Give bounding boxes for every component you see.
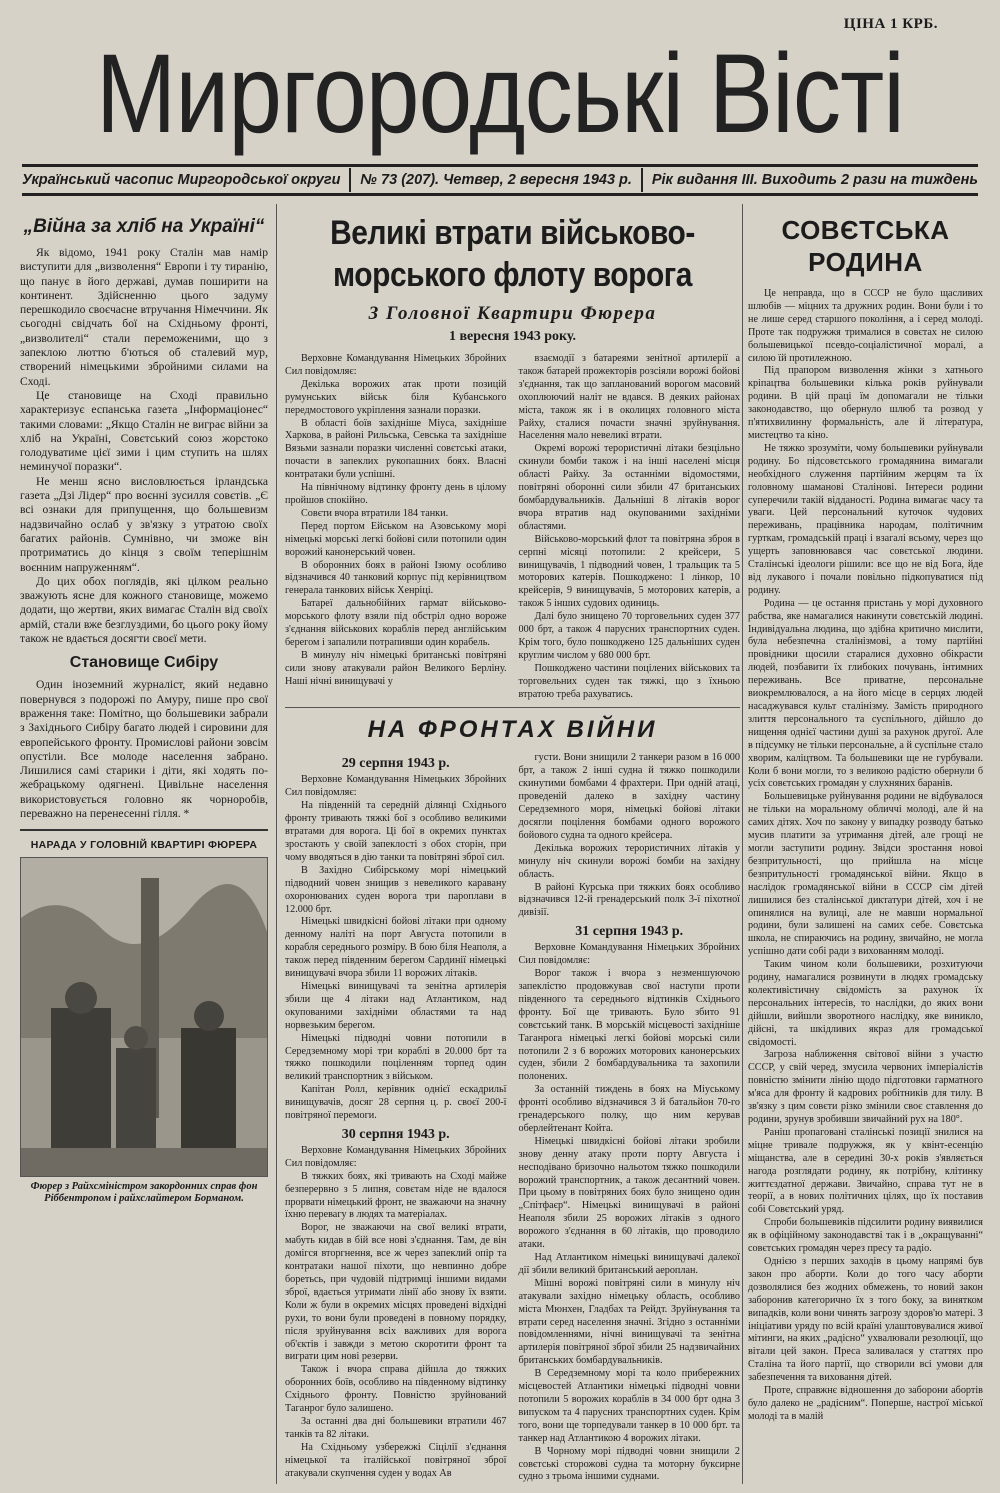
paragraph: В тяжких боях, які тривають на Сході майже безперервно з 5 липня, совєтам ніде не вдалося прорвати німецький фронт, не зважаючи на значну їхню перевагу в людях та матеріалах. — [285, 1170, 507, 1221]
paragraph: Верховне Командування Німецьких Збройних Сил повідомляє: — [285, 774, 507, 799]
paragraph: Верховне Командування Німецьких Збройних Сил повідомляє: — [285, 1144, 507, 1169]
report-date: 30 серпня 1943 р. — [341, 1126, 450, 1142]
paragraph: Капітан Ролл, керівник однієї ескадрильї винищувачів, досяг 28 серпня ц. р. своєї 200-ї повітряної перемоги. — [285, 1084, 507, 1122]
divider — [641, 168, 643, 192]
paragraph: Перед портом Ейськом на Азовському морі німецькі морські легкі бойові сили потопили один ворожий канонерський човен. — [285, 520, 507, 558]
paragraph: Большевицьке руйнування родини не відбувалося не тільки на моральному обличчі молоді, але й на самих дітях. Хоч по закону у випадку розводу батько мусив платити за утримання дітей, але грощі не могли заступити родину. Звідси зростання новоі безпритульності, що прийшла на місце безпритульності громадянської війни. Якщо в наслідок громадянської війни в СССР сім дітей лишилися без сталінської диктатури дітей, хоч і не опинялися на вулиці, але не мавши нормальної родини, були залишені на самих себе. Совєтська школа, не спираючись на родину, звичайно, не могла успішно дати собі ради з вихованням молоді. — [748, 791, 983, 958]
subhead-date: 1 вересня 1943 року. — [448, 329, 577, 344]
column-divider — [276, 204, 277, 1484]
paragraph: В області боїв західніше Міуса, західніше Харкова, в районі Рильська, Севська та західніше Вязьми зазнали поразки численні совєтські атаки, почасти в запеклих рукопашних боях. Власні контратаки були успішні. — [285, 417, 507, 481]
publication-year: Рік видання III. Виходить 2 рази на тиждень — [651, 172, 978, 188]
photo-caption: Фюрер з Райхсміністром закордонних справ фон Ріббентропом і райхслайтером Борманом. — [30, 1181, 258, 1205]
report-date: 31 серпня 1943 р. — [575, 924, 684, 940]
paragraph: В Західно Сибірському морі німецький підводний човен знищив з невеликого каравану охоронюваних суден ворога три пароплави в 12.000 брт. — [285, 864, 507, 915]
paragraph: Совєти вчора втратили 184 танки. — [301, 507, 449, 519]
fronts-section-title: НА ФРОНТАХ ВІЙНИ — [367, 716, 658, 744]
paragraph: В Чорному морі підводні човни знищили 2 совєтські сторожові судна та моторну буксирне судно з трьома іншими суднами. — [518, 1445, 740, 1483]
column-divider — [742, 204, 743, 1484]
paragraph: Спроби большевиків підсилити родину виявилися як в офіційному законодавстві так і в „окращуванні“ совєтських громадян через пресу та радіо. — [748, 1217, 983, 1255]
left-column — [20, 202, 268, 1205]
paragraph: Батареї дальнобійних гармат військово-морського флоту взяли під обстріл одно вороже з'єднання військових кораблів перед англійським берегом і запалили потрапивши один корабель. — [285, 598, 507, 648]
paragraph: Німецькі підводні човни потопили в Середземному морі три кораблі в 20.000 брт та тяжко пошкодили поціленням торпед один великий транспортник з військом. — [285, 1032, 507, 1083]
paragraph: Раніш пропаговані сталінські позиції знилися на міцне тривале подружжя, як у квінт-есенцію міщанства, але в середині 30-х років з'являється нагода розглядати родину, як потрібну, клітинку життєздатної держави. Звичайно, справа тут не в теорії, а в нових політичних цілях, що їх поставив собі Совєтський уряд. — [748, 1126, 983, 1216]
report-date: 29 серпня 1943 р. — [341, 756, 450, 772]
middle-column — [285, 202, 740, 1484]
paragraph: Також і вчора справа дійшла до тяжких оборонних боїв, особливо на південному відтинку Східнього фронту. Повністю зруйнований Таганрог було залишено. — [285, 1364, 507, 1415]
paragraph: В районі Курська при тяжких боях особливо відзначився 12-й гренадерський полк 3-ї піхотної дивізії. — [518, 881, 740, 919]
paragraph: Декілька ворожих атак проти позицій румунських військ біля Кубанського передмостового укріплення зазнали поразки. — [285, 378, 507, 416]
paragraph: Загроза наближення світової війни з участю СССР, у свій черед, змусила червоних імперіалістів повністю змінити лінію щодо підготовки гарматного м'яса для фронту й кадрових робітників для тилу. В зв'язку з цим совєти різко змінили своє ставлення до родини, зрунув зробивши звичайний рух на 180°. — [748, 1049, 983, 1125]
article-siberia-body — [20, 678, 268, 821]
newspaper-subtitle: Український часопис Миргородської округи — [22, 172, 341, 188]
photograph — [20, 857, 268, 1177]
divider — [349, 168, 351, 192]
fronts-col1 — [285, 752, 507, 1484]
paragraph: взаємодії з батареями зенітної артилерії а також батарей прожекторів розсіяли ворожі бойові з'єднання, так що запланований ворогом масовий охоплюючий наліт не вдався. В деяких районах міста, також як і в околицях головного міста Райху, сталися почасти значні зруйнування. Населення мало невеликі втрати. — [518, 353, 740, 442]
headquarters-subhead: З Головної Квартири Фюрера — [368, 303, 657, 324]
main-article-col2 — [519, 353, 741, 701]
paragraph: Верховне Командування Німецьких Збройних Сил повідомляє: — [285, 353, 507, 377]
paragraph: Окремі ворожі терористичні літаки безцільно скинули бомби також і на інші населені місця області Райху. За останніми відомостями, повітряні оборонні сили збили 47 британських бомбардувальників. Дальніші 8 літаків ворог вчора втратив над окупованими західніми областями. — [518, 443, 740, 532]
paragraph: Однією з перших заходів в цьому напрямі був закон про аборти. Коли до того часу аборти дозволялися без жодних обмежень, то новий закон заборонив категорично їх з того боку, за винятком випадків, коли вони чинять загрозу здоров'ю матері. З ініціативи уряду по всій країні улаштовувалися живої мітинги, на яких „радісно“ ухвалювали резолюції, що вітали цей закон. Преса заливалася у статтях про Сталіна та його партії, що створили всі умови для забезпечення та виховання дітей. — [748, 1255, 983, 1384]
paragraph: Як відомо, 1941 року Сталін мав намір виступити для „визволення“ Европи і ту тиранію, що панує в його державі, думав поширити на континент. Здійсненню цього задуму перешкодило своєчасне втручання Німеччини. Як сьогодні свідчать бої на Східньому фронті, „визволителі“ стали переможеними, що з запеклою люттю б'ються об сталевий мур, створений німецькими збройними силами на Сході. — [20, 246, 268, 388]
right-column — [748, 202, 983, 1424]
paragraph: Один іноземний журналіст, який недавно повернувся з подорожі по Амуру, пише про свої враження таке: Помітно, що большевики забрали з Західнього Сибіру багато людей і сировини для европейського фронту. Промислові райони зовсім опустіли. Все молоде населення забрано. Лишилися самі старики і діти, які ходять по-жебрацькому одягнені. Цивільне населення використовується головно як чорноробів, переважно на перенесенні гілля. * — [20, 678, 268, 820]
paragraph: Це неправда, що в СССР не було щасливих шлюбів — міцних та дружних родин. Вони були і то не лише серед старшого покоління, а і серед молоді. Проте так подружжя трималися в совєтах не силою большевицької псевдо-соціалістичної моралі, а силою їй протилежною. — [748, 288, 983, 364]
main-article-col1 — [285, 353, 507, 701]
paragraph: В Середземному морі та коло прибережних місцевостей Атлантики німецькі підводні човни потопили 5 ворожих кораблів в 34 000 брт одна 3 випуском та 4 парусних транспортних суден. Крім того, вони ще торпедували танкер в 10 000 брт. та танкер над Атлантикою 4 ворожих літаки. — [518, 1368, 740, 1444]
paragraph: густи. Вони знищили 2 танкери разом в 16 000 брт, а також 2 інші судна й тяжко пошкодили скинутими бомбами 4 фрахтери. При одній атаці, проведеній далеко в західну частину Середземного моря, німецькі бойові літаки досягли поцілення бомбами одного ворожого бойового судна та одного крейсера. — [518, 752, 740, 841]
paragraph: Німецькі винищувачі та зенітна артилерія збили ще 4 літаки над Атлантиком, над окупованими західніми областями та над норвезьким берегом. — [285, 980, 507, 1031]
photograph-image — [21, 858, 268, 1177]
paragraph: Над Атлантиком німецькі винищувачі далекої дії збили великий британський аероплан. — [518, 1252, 740, 1276]
paragraph: Родина — це остання пристань у морі духовного рабства, яке намагалися накинути совєтській людині. Індивідуальна людина, що здібна критично мислити, була небезпечна сталінізмові, а тому партійні провідники щосили старалися духовно обікрасти людей, позбавити їх глибоких почувань, інтимних переживань. Все приватне, персональне виокремлювалося, а на його місце в серцях людей насаджувався культ сталінізму. Замість природного злиття персонального та суспільного, дійшло до нищення однієї частини душі за рахунок другої. Але в підсумку не тільки персональне, а й суспільне стало хворим, каліцтвом. Та большевики ще не гурбували. Коли б вони могли, то з великою радістю обернули б усіх совєтських громадян у слухняних баранів. — [748, 597, 983, 790]
soviet-family-title: СОВЄТСЬКА РОДИНА — [781, 215, 950, 277]
divider — [20, 829, 268, 831]
article-siberia-title: Становище Сибіру — [69, 654, 219, 672]
paragraph: В оборонних боях в районі Ізюму особливо відзначився 40 танковий корпус під керівництвом генерала танкових військ Хенріці. — [285, 559, 507, 597]
paragraph: На Східньому узбережжі Сіцілії з'єднання німецької та італійської повітряної зброї атакували скупчення суден у водах Ав — [285, 1441, 507, 1479]
paragraph: На південній та середній ділянці Східнього фронту тривають тяжкі бої з особливо великими втратами для ворога. Ці бої в окремих пунктах зростають у своїй запеклості з обох сторін, при чому вводяться в дію танки та повітряні зброї сил. — [285, 800, 507, 863]
price-label: ЦІНА 1 КРБ. — [843, 16, 938, 32]
photo-heading: НАРАДА У ГОЛОВНІЙ КВАРТИРІ ФЮРЕРА — [30, 839, 258, 852]
newspaper-title: Миргородські Вісті — [96, 31, 904, 156]
paragraph: Таким чином коли большевики, розхитуючи родину, намагалися розвинути в людях громадську колективістичну свідомість за рахунок їх персональних інтересів, то наслідки, до яких вони дійшли, вийшли зворотного наслідку, яке виникло, дійсні, та шкідливих якраз для громадської свідомості. — [748, 959, 983, 1048]
paragraph: Ворог, не зважаючи на свої великі втрати, мабуть кидав в бій все нові з'єднання. Там, де він домігся вторгнення, все ж через запеклий опір та контратаки нашої піхоти, що невпинно добре боретьсь, при чудовій підтримці іншими видами зброї, вдається утримати лінії або знову їх взяти. Коли ж були в окремих місцях проведені відхідні рухи, то вони були проведені в повному порядку, після зруйнування всіх важливих для ворога об'єктів і завжди з метою скоротити фронт та виграти цим нові резерви. — [285, 1222, 507, 1363]
paragraph: Німецькі швидкісні бойові літаки при одному денному наліті на порт Августа потопили в корабля середнього розміру. В бою біля Неаполя, а також перед південним берегом Сардинії німецькі винищувачі вчора збили 11 ворожих літаків. — [285, 916, 507, 980]
paragraph: За останні два дні большевики втратили 467 танків та 82 літаки. — [285, 1415, 507, 1440]
article-war-bread-body — [20, 246, 268, 646]
paragraph: Пошкоджено частини поцілених військових та торговельних суден так тяжкі, що з їхньою втратою треба рахуватись. — [518, 662, 740, 700]
paragraph: Німецькі швидкісні бойові літаки зробили знову денну атаку проти порту Августа і несподівано бризочно нальотом тяжко пошкодили ворожий транспортник, а також десантний човен. При цьому в повітряних боях було знищено один „Спітфаєр“. Німецькі винищувачі в районі Неаполя збили 25 ворожих літаків з одного ворожого з'єднання в 60 літаків, що проводило атаки. — [518, 1135, 740, 1251]
paragraph: Далі було знищено 70 торговельних суден 377 000 брт, а також 4 парусних транспортних суден. Крім того, було пошкоджено 125 дальніших суден круглим числом у 680 000 брт. — [518, 611, 740, 661]
info-bar — [22, 164, 978, 196]
paragraph: На північному відтинку фронту день в цілому пройшов спокійно. — [285, 482, 507, 506]
paragraph: Мішні ворожі повітряні сили в минулу ніч атакували західно німецьку область, особливо міста Мюнхен, Гладбах та Рейдт. Зруйнування та втрати серед населення значні. Згідно з останніми повідомленнями, нічні винищувачі та зенітна артилерія повітряної зброї збили 25 надзвичайних британських бомбардувальників. — [518, 1277, 740, 1367]
paragraph: До цих обох поглядів, які цілком реально зважують ясне для кожного становище, можемо додати, що жертви, яких вимагає Сталін від своїх армій, стали вже безглуздими, бо цього року йому також не вдається досягти своєї мети. — [20, 574, 268, 646]
fronts-col2 — [519, 752, 741, 1484]
article-war-bread-title: „Війна за хліб на Україні“ — [23, 216, 265, 237]
divider — [285, 707, 740, 708]
paragraph: Декілька ворожих терористичних літаків у минулу ніч скинули ворожі бомби на західну область. — [518, 842, 740, 880]
paragraph: Військово-морський флот та повітряна зброя в серпні місяці потопили: 2 крейсери, 5 винищувачів, 1 підводний човен, 1 тральщик та 5 моторових катерів. Пошкоджено: 1 лінкор, 10 крейсерів, 9 винищувачів, 5 моторових катерів, а також 5 інших судових одиниць. — [518, 533, 740, 610]
paragraph: Не тяжко зрозуміти, чому большевики руйнували родину. Бо підсовєтського громадянина вимагали необхідного служення партійним жерцям та їх головному шаманові Сталінові. Інтереси родини суперечили такій відданості. Родина вимагає часу та уваги. Цей персональний куточок чудових переживань, працівника народам, політичним гурткам, громадській праці і взагалі всьому, через що ущерть заповнювався час совєтської людини. Сталінські ідеологи рішили: все що не від Бога, йде від лукавого і почали повільно підкопуватися під родину. — [748, 442, 983, 596]
paragraph: Верховне Командування Німецьких Збройних Сил повідомляє: — [518, 942, 740, 967]
paragraph: В минулу ніч німецькі британські повітряні сили знову атакували район Великого Берліну. Наші нічні винищувачі у — [285, 649, 507, 687]
fronts-body — [285, 752, 740, 1484]
paragraph: Під прапором визволення жінки з хатнього кріпацтва большевики кілька років руйнували родини. В цій праці їм допомагали не тільки законодавство, що обернуло шлюб та розвод у п'ятихвилинну формальність, але й література, мистецтво та кіно. — [748, 365, 983, 441]
paragraph: Це становище на Сході правильно характеризує еспанська газета „Інформаціонес“ такими словами: „Якщо Сталін не виграє війни за хліб на Україні, Совєтський союз жорстоко голодуватиме цієї зими і цим ступить на шлях неминучої поразки“. — [20, 388, 268, 474]
paragraph: За останній тиждень в боях на Міуському фронті особливо відзначився 3 й батальйон 70-го гренадерського полку, що ним керував оберлейтенант Койта. — [518, 1084, 740, 1134]
main-headline: Великі втрати військово-морського флоту ворога — [330, 214, 695, 294]
soviet-family-body — [748, 288, 983, 1424]
paragraph: Ворог також і вчора з незменшуючою запеклістю продовжував свої наступи проти південного та середнього відтинків Східнього фронту. Бої ще тривають. Було збито 91 совєтський танк. В морській місцевості західніше Таганрога німецькі легкі бойові морські сили потопили 2 з 6 ворожих моторових канонерських суден, збили 2 бомбардувальника та захопили полонених. — [518, 968, 740, 1083]
paragraph: Не менш ясно висловлюється ірландська газета „Дзі Лідер“ про воєнні зусилля совєтів. „Є всі ознаки для припущення, що большевизм надзвичайно ослаб у зв'язку з утратою своїх багатих районів. Сумнівно, чи зможе він протриматись до кінця з своїм теперішнім воєнним напруженням“. — [20, 474, 268, 574]
paragraph: Проте, справжнє відношення до заборони абортів було далеко не „радісним“. Поперше, настрої міської молоді та в малій — [748, 1385, 983, 1422]
main-article-body — [285, 353, 740, 701]
issue-date: № 73 (207). Четвер, 2 вересня 1943 р. — [360, 172, 632, 188]
